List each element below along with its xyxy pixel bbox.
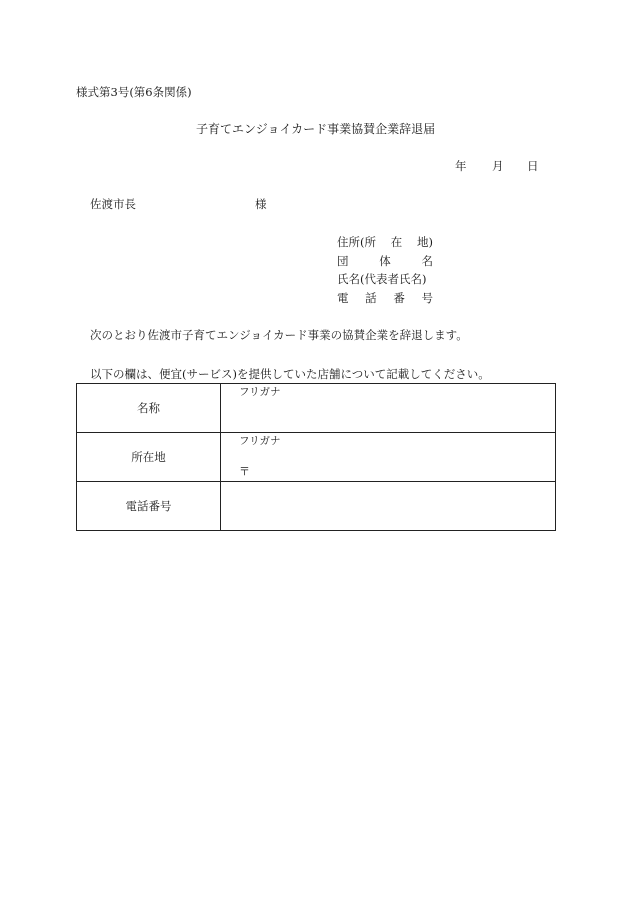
row-label-location: 所在地 <box>77 433 221 482</box>
table-row <box>77 384 556 433</box>
date-year-label: 年 <box>455 159 467 173</box>
applicant-address-label <box>337 237 433 249</box>
table-row <box>77 482 556 531</box>
label-part: 電 <box>337 291 349 305</box>
applicant-group-label <box>337 256 433 268</box>
label-part: 話 <box>365 291 377 305</box>
applicant-name-label <box>337 274 433 286</box>
document-title: 子育てエンジョイカード事業協賛企業辞退届 <box>196 122 436 136</box>
label-part: 団 <box>337 254 349 268</box>
shop-info-table <box>76 383 556 531</box>
shop-name-field[interactable] <box>221 384 556 433</box>
row-label-phone: 電話番号 <box>77 482 221 531</box>
furigana-label: フリガナ <box>239 435 281 447</box>
applicant-phone-label <box>337 293 433 305</box>
label-part: 地) <box>417 235 433 249</box>
label-part: 在 <box>390 235 403 249</box>
label-part: 住所(所 <box>337 235 376 249</box>
label-part: 名 <box>421 254 433 268</box>
row-label-shop-name: 名称 <box>77 384 221 433</box>
label-part: 体 <box>379 254 391 268</box>
date-day-label: 日 <box>527 159 539 173</box>
postal-mark-icon: 〒 <box>239 465 250 478</box>
label-part: 氏名(代表者氏名) <box>337 272 427 286</box>
location-field[interactable] <box>221 433 556 482</box>
declaration-statement: 次のとおり佐渡市子育てエンジョイカード事業の協賛企業を辞退します。 <box>90 328 468 342</box>
form-number: 様式第3号(第6条関係) <box>76 85 192 99</box>
table-row <box>77 433 556 482</box>
table-instruction: 以下の欄は、便宜(サービス)を提供していた店舗について記載してください。 <box>90 367 490 381</box>
addressee-honorific: 様 <box>255 197 267 211</box>
label-part: 号 <box>421 291 433 305</box>
furigana-label: フリガナ <box>239 386 281 398</box>
date-month-label: 月 <box>492 159 504 173</box>
label-part: 番 <box>393 291 405 305</box>
addressee-name: 佐渡市長 <box>90 197 136 211</box>
phone-field[interactable] <box>221 482 556 531</box>
